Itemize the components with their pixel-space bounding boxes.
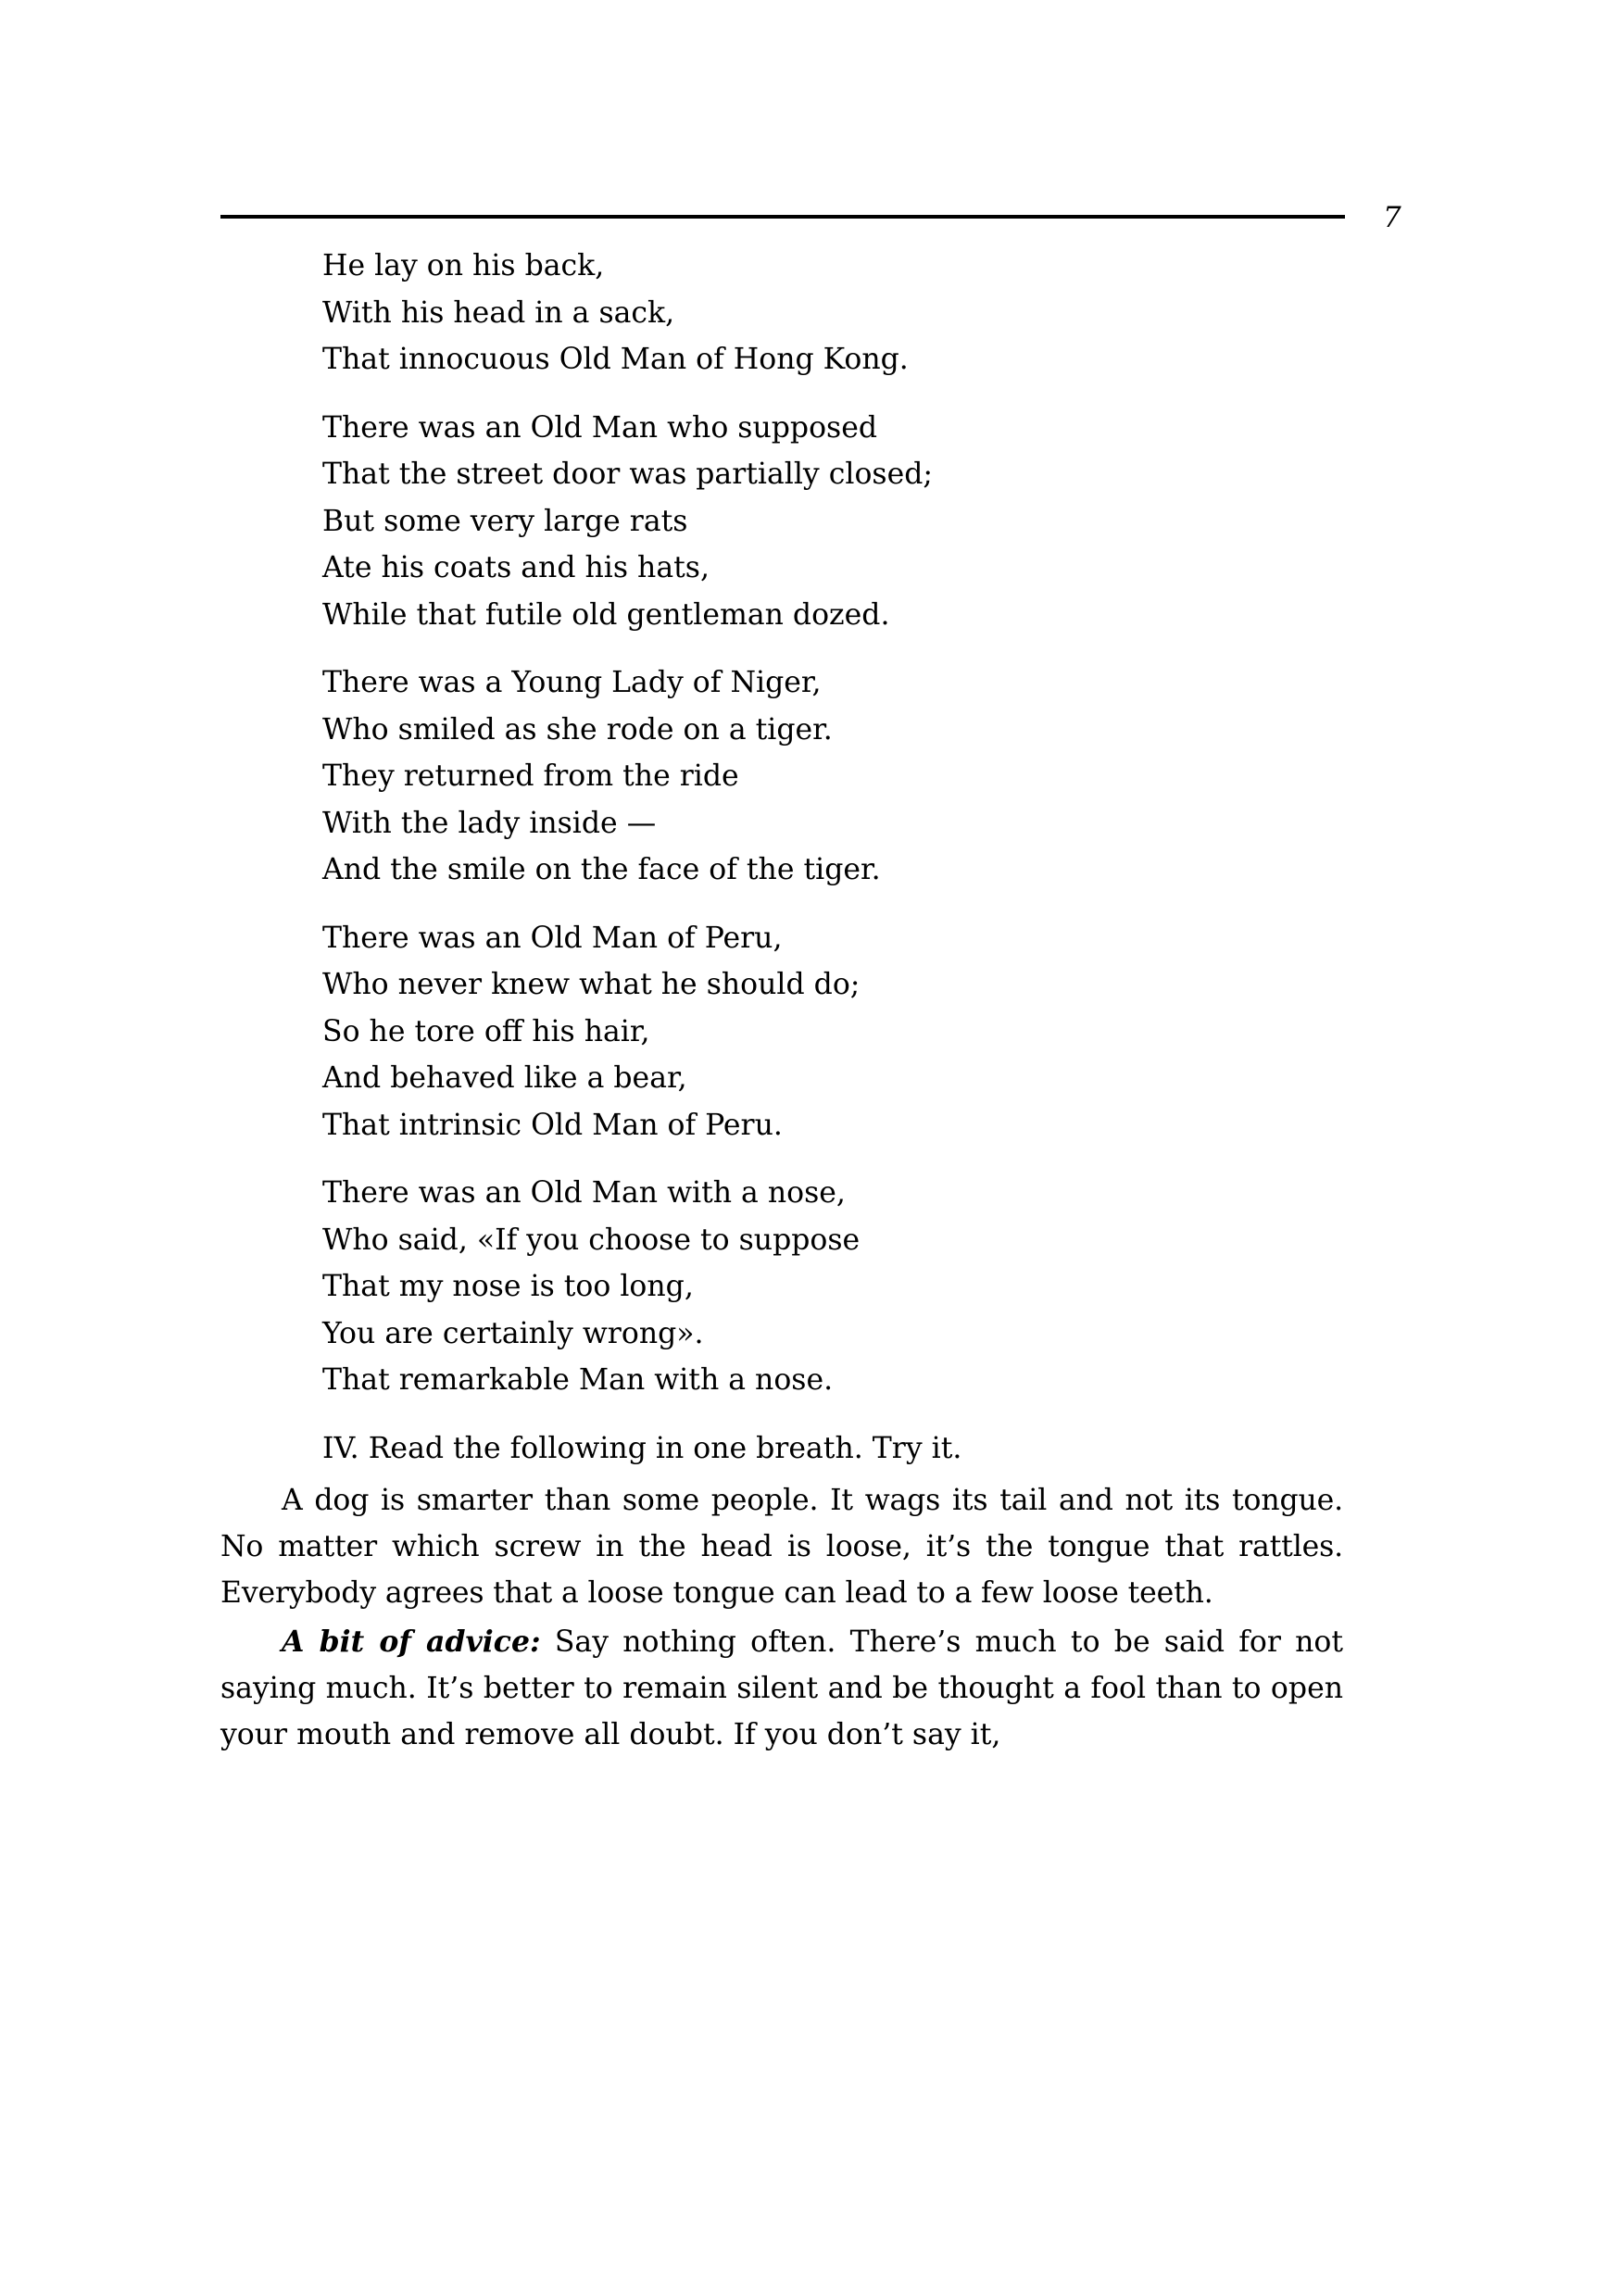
limerick-stanza (220, 243, 1406, 383)
verse-line: And behaved like a bear, (322, 1061, 687, 1095)
verse-line: With his head in a sack, (322, 295, 675, 330)
verse-line: Who never knew what he should do; (322, 968, 861, 1001)
advice-text: Say nothing often. There’s much to be said for not saying much. It’s better to remain silent and be thought a fool than to open your mouth and remove all doubt. If you don’t say it, (220, 1625, 1344, 1751)
page-number: 7 (1383, 201, 1401, 234)
page-content (220, 243, 1406, 1761)
verse-line: Who smiled as she rode on a tiger. (322, 712, 833, 747)
verse-line: That remarkable Man with a nose. (322, 1363, 834, 1397)
advice-label: A bit of advice: (282, 1624, 541, 1659)
verse-line: He lay on his back, (322, 249, 605, 282)
exercise-heading: IV. Read the following in one breath. Try it. (322, 1431, 962, 1465)
limerick-stanza (220, 915, 1406, 1149)
verse-line: They returned from the ride (322, 759, 739, 793)
verse-line: Who said, «If you choose to suppose (322, 1223, 861, 1257)
verse-line: While that futile old gentleman dozed. (322, 597, 890, 632)
limerick-stanza (220, 659, 1406, 894)
verse-line: There was a Young Lady of Niger, (322, 666, 822, 699)
verse-line: That the street door was partially closed; (322, 458, 934, 491)
verse-line: That my nose is too long, (322, 1270, 694, 1303)
verse-line: And the smile on the face of the tiger. (322, 853, 881, 886)
verse-line: That intrinsic Old Man of Peru. (322, 1108, 783, 1142)
exercise-paragraph: A dog is smarter than some people. It wags its tail and not its tongue. No matter which screw in the head is loose, it’s the tongue that rattles. Everybody agrees that a loose tongue can lead to a few loose teeth. (220, 1483, 1343, 1610)
limerick-stanza (220, 405, 1406, 639)
verse-line: Ate his coats and his hats, (322, 551, 710, 584)
verse-line: There was an Old Man of Peru, (322, 921, 783, 955)
limerick-stanza (220, 1170, 1406, 1404)
verse-line: So he tore off his hair, (322, 1014, 650, 1048)
verse-line: But some very large rats (322, 504, 688, 538)
verse-line: There was an Old Man who supposed (322, 410, 878, 445)
verse-line: You are certainly wrong». (322, 1316, 704, 1350)
verse-line: There was an Old Man with a nose, (322, 1176, 846, 1210)
header-rule (220, 215, 1345, 219)
verse-line: That innocuous Old Man of Hong Kong. (322, 343, 909, 376)
advice-paragraph (220, 1619, 1343, 1758)
verse-line: With the lady inside — (322, 806, 657, 840)
